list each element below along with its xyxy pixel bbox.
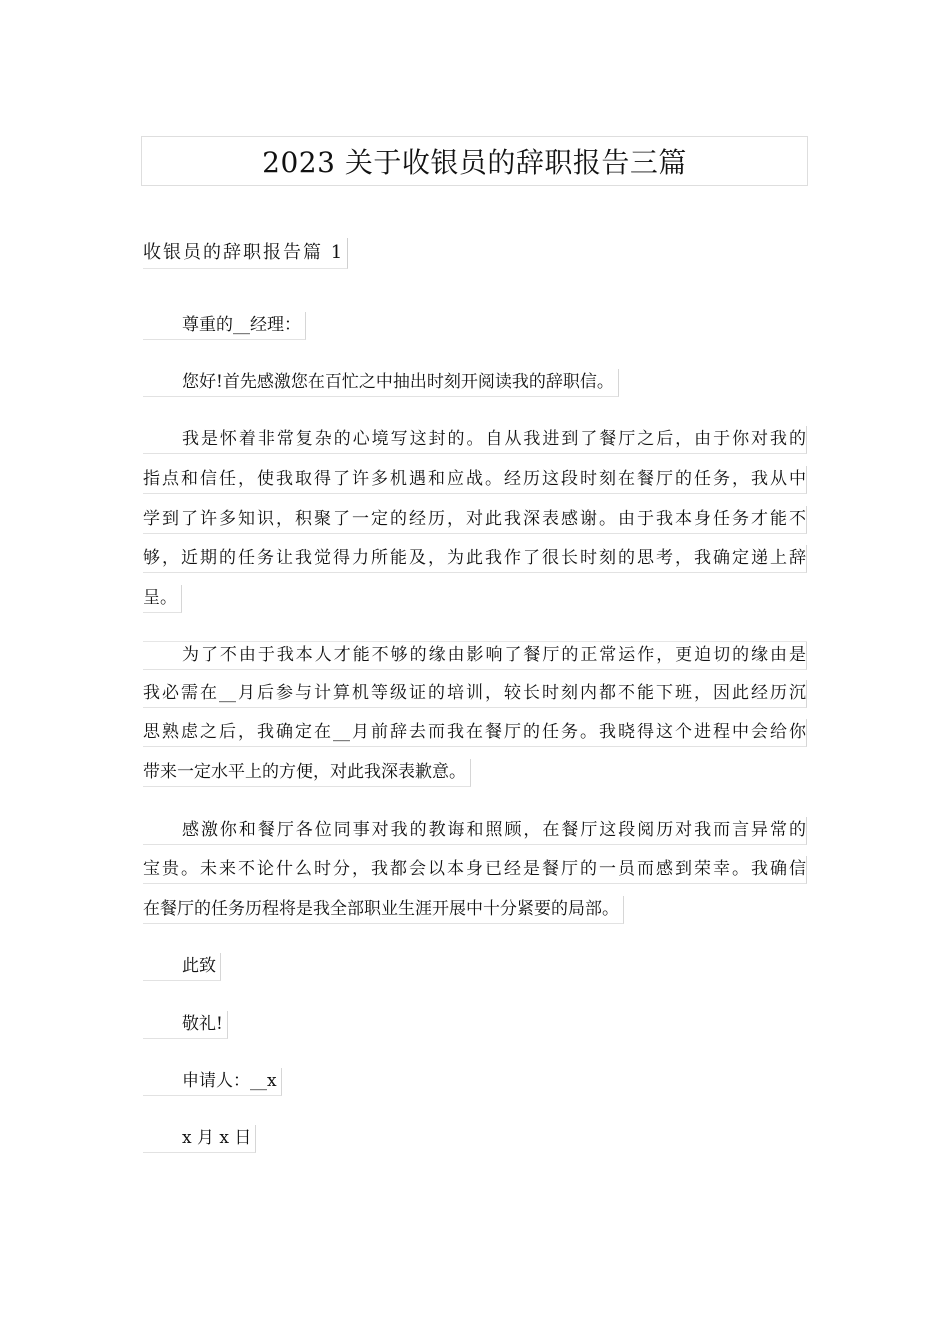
signature-date: x 月 x 日: [143, 1125, 256, 1153]
paragraph1-line: 够，近期的任务让我觉得力所能及，为此我作了很长时刻的思考，我确定递上辞: [143, 545, 807, 573]
paragraph2-line: 我必需在__月后参与计算机等级证的培训，较长时刻内都不能下班，因此经历沉: [143, 680, 807, 708]
paragraph1-line: 指点和信任，使我取得了许多机遇和应战。经历这段时刻在餐厅的任务，我从中: [143, 466, 807, 494]
document-title-box: [141, 136, 808, 186]
closing-cizhi: 此致: [143, 953, 221, 981]
paragraph2-line: 为了不由于我本人才能不够的缘由影响了餐厅的正常运作，更迫切的缘由是: [143, 642, 807, 670]
document-title: 2023 关于收银员的辞职报告三篇: [262, 146, 687, 179]
applicant-signature: 申请人：__x: [143, 1068, 282, 1096]
paragraph3-line: 在餐厅的任务历程将是我全部职业生涯开展中十分紧要的局部。: [143, 896, 624, 924]
paragraph1-line: 呈。: [143, 585, 182, 613]
paragraph1-line: 我是怀着非常复杂的心境写这封的。自从我进到了餐厅之后，由于你对我的: [143, 426, 807, 454]
greeting: 您好!首先感激您在百忙之中抽出时刻开阅读我的辞职信。: [143, 369, 619, 397]
closing-jingli: 敬礼!: [143, 1011, 228, 1039]
paragraph2-line: 带来一定水平上的方便，对此我深表歉意。: [143, 759, 471, 787]
section-heading: 收银员的辞职报告篇 1: [143, 238, 348, 269]
paragraph3-line: 宝贵。未来不论什么时分，我都会以本身已经是餐厅的一员而感到荣幸。我确信: [143, 856, 807, 884]
paragraph1-line: 学到了许多知识，积聚了一定的经历，对此我深表感谢。由于我本身任务才能不: [143, 506, 807, 534]
salutation: 尊重的__经理：: [143, 312, 306, 340]
paragraph2-line: 思熟虑之后，我确定在__月前辞去而我在餐厅的任务。我晓得这个进程中会给你: [143, 719, 807, 747]
paragraph3-line: 感激你和餐厅各位同事对我的教诲和照顾，在餐厅这段阅历对我而言异常的: [143, 817, 807, 845]
